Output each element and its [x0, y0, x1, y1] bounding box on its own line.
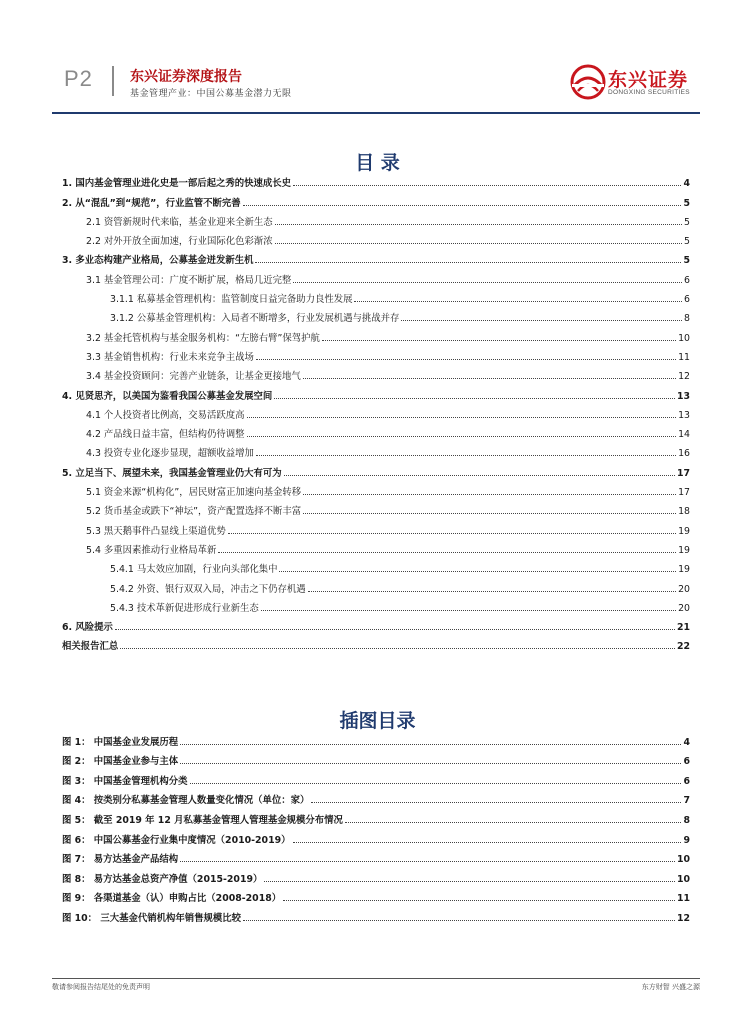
dot-leader: [284, 475, 675, 476]
dot-leader: [274, 398, 675, 399]
figure-entry-label: 图 6： 中国公募基金行业集中度情况（2010-2019）: [62, 834, 291, 846]
figure-entry-page: 9: [683, 834, 690, 846]
dot-leader: [243, 920, 675, 921]
figure-entry-label: 图 2： 中国基金业参与主体: [62, 756, 179, 768]
figure-entry-page: 6: [683, 756, 690, 768]
figure-entry-label: 图 7： 易方达基金产品结构: [62, 854, 179, 866]
dot-leader: [247, 436, 677, 437]
toc-entry-label: 2. 从“混乱”到“规范”，行业监管不断完善: [62, 197, 241, 209]
toc-entry-label: 3.1.2 公募基金管理机构：入局者不断增多，行业发展机遇与挑战并存: [110, 313, 400, 325]
logo-text-en: DONGXING SECURITIES: [608, 89, 690, 96]
dot-leader: [261, 610, 676, 611]
dot-leader: [293, 185, 681, 186]
toc-entry-page: 17: [678, 487, 690, 499]
toc-entry-label: 3.2 基金托管机构与基金服务机构：“左膀右臂”保驾护航: [86, 332, 320, 344]
toc-entry-label: 4. 见贤思齐，以美国为鉴看我国公募基金发展空间: [62, 390, 273, 402]
toc-entry[interactable]: [62, 440, 690, 459]
toc-entry-page: 21: [676, 622, 690, 634]
toc-entry-page: 16: [678, 448, 690, 460]
toc-entry-label: 5.4 多重因素推动行业格局革新: [86, 544, 217, 556]
figure-entry-page: 10: [676, 873, 690, 885]
dot-leader: [303, 378, 676, 379]
figure-entry-page: 11: [676, 893, 690, 905]
figure-entry-page: 10: [676, 854, 690, 866]
toc-entry-label: 3.1 基金管理公司：广度不断扩展，格局几近完整: [86, 274, 292, 286]
toc-entry-page: 14: [678, 429, 690, 441]
dot-leader: [279, 571, 676, 572]
toc-entry[interactable]: [62, 344, 690, 363]
figure-entry[interactable]: [62, 748, 690, 768]
toc-entry-page: 4: [683, 178, 690, 190]
figure-entry-page: 8: [683, 814, 690, 826]
dot-leader: [255, 262, 681, 263]
toc-entry[interactable]: [62, 479, 690, 498]
figure-entry-label: 图 4： 按类别分私募基金管理人数量变化情况（单位：家）: [62, 795, 310, 807]
toc-entry-page: 17: [676, 467, 690, 479]
toc-entry-page: 20: [678, 602, 690, 614]
toc-entry[interactable]: [62, 633, 690, 652]
toc-entry-page: 5: [683, 255, 690, 267]
toc-entry[interactable]: [62, 266, 690, 285]
dot-leader: [345, 822, 682, 823]
toc-entry-label: 5.4.2 外资、银行双双入局，冲击之下仍存机遇: [110, 583, 306, 595]
table-of-contents: [62, 170, 690, 652]
toc-entry[interactable]: [62, 537, 690, 556]
toc-entry-page: 6: [684, 294, 690, 306]
toc-entry-page: 20: [678, 583, 690, 595]
figure-entry-page: 4: [683, 736, 690, 748]
dot-leader: [401, 320, 682, 321]
dot-leader: [275, 243, 682, 244]
dot-leader: [293, 282, 682, 283]
toc-entry-page: 11: [678, 351, 690, 363]
company-logo: [570, 62, 694, 102]
toc-entry[interactable]: [62, 286, 690, 305]
figure-entry-label: 图 9： 各渠道基金（认）申购占比（2008-2018）: [62, 893, 282, 905]
toc-entry-page: 13: [678, 409, 690, 421]
figure-entry[interactable]: [62, 846, 690, 866]
toc-entry-label: 相关报告汇总: [62, 641, 119, 653]
figure-entry-label: 图 5： 截至 2019 年 12 月私募基金管理人管理基金规模分布情况: [62, 814, 343, 826]
page-header: [52, 62, 700, 112]
toc-entry-label: 4.2 产品线日益丰富，但结构仍待调整: [86, 429, 245, 441]
dot-leader: [243, 205, 682, 206]
toc-entry-page: 13: [676, 390, 690, 402]
dot-leader: [256, 359, 676, 360]
toc-entry[interactable]: [62, 614, 690, 633]
toc-entry-page: 6: [684, 274, 690, 286]
toc-entry-label: 4.3 投资专业化逐步显现，超额收益增加: [86, 448, 254, 460]
toc-entry[interactable]: [62, 402, 690, 421]
toc-entry[interactable]: [62, 556, 690, 575]
toc-entry-label: 2.1 资管新规时代来临，基金业迎来全新生态: [86, 216, 273, 228]
toc-entry[interactable]: [62, 459, 690, 478]
toc-entry-page: 19: [678, 544, 690, 556]
toc-entry-label: 2.2 对外开放全面加速，行业国际化色彩渐浓: [86, 236, 273, 248]
dot-leader: [180, 763, 681, 764]
figure-entry-page: 6: [683, 775, 690, 787]
dot-leader: [283, 900, 675, 901]
dot-leader: [322, 340, 676, 341]
toc-entry[interactable]: [62, 363, 690, 382]
dot-leader: [303, 513, 676, 514]
dot-leader: [303, 494, 676, 495]
toc-entry[interactable]: [62, 247, 690, 266]
dot-leader: [354, 301, 682, 302]
figure-entry[interactable]: [62, 885, 690, 905]
toc-entry-label: 1. 国内基金管理业进化史是一部后起之秀的快速成长史: [62, 178, 291, 190]
dot-leader: [180, 861, 675, 862]
figure-entry-label: 图 8： 易方达基金总资产净值（2015-2019）: [62, 873, 263, 885]
toc-entry-page: 19: [678, 564, 690, 576]
toc-entry-label: 3.1.1 私募基金管理机构：监管制度日益完备助力良性发展: [110, 294, 353, 306]
toc-entry[interactable]: [62, 421, 690, 440]
dot-leader: [247, 417, 677, 418]
toc-entry-page: 12: [678, 371, 690, 383]
dot-leader: [228, 533, 676, 534]
toc-entry-label: 5.4.1 马太效应加剧，行业向头部化集中: [110, 564, 278, 576]
dot-leader: [218, 552, 676, 553]
dot-leader: [180, 744, 681, 745]
figure-entry[interactable]: [62, 904, 690, 924]
header-divider: [112, 66, 114, 96]
dot-leader: [293, 842, 682, 843]
figure-entry[interactable]: [62, 728, 690, 748]
toc-entry[interactable]: [62, 595, 690, 614]
page-number: P2: [64, 66, 93, 91]
toc-entry[interactable]: [62, 382, 690, 401]
toc-entry[interactable]: [62, 498, 690, 517]
toc-entry[interactable]: [62, 209, 690, 228]
dot-leader: [115, 629, 675, 630]
toc-entry-page: 8: [684, 313, 690, 325]
logo-mark-icon: [570, 64, 606, 100]
toc-title: 目 录: [355, 152, 400, 174]
figure-entry[interactable]: [62, 767, 690, 787]
figure-entry-label: 图 3： 中国基金管理机构分类: [62, 775, 188, 787]
dot-leader: [120, 648, 675, 649]
toc-entry-page: 10: [678, 332, 690, 344]
dot-leader: [256, 455, 676, 456]
figure-entry[interactable]: [62, 865, 690, 885]
figure-entry-label: 图 10： 三大基金代销机构年销售规模比较: [62, 912, 241, 924]
toc-entry[interactable]: [62, 305, 690, 324]
footer-rule: [52, 978, 700, 979]
figures-title: 插图目录: [339, 710, 416, 732]
dot-leader: [190, 783, 682, 784]
toc-entry[interactable]: [62, 189, 690, 208]
toc-entry-page: 5: [683, 197, 690, 209]
report-title: 东兴证券深度报告: [130, 69, 242, 85]
figure-entry-page: 7: [683, 795, 690, 807]
toc-entry-label: 3. 多业态构建产业格局，公募基金迸发新生机: [62, 255, 254, 267]
toc-entry-label: 3.3 基金销售机构：行业未来竞争主战场: [86, 351, 254, 363]
figure-entry-label: 图 1： 中国基金业发展历程: [62, 736, 179, 748]
dot-leader: [264, 881, 675, 882]
toc-entry[interactable]: [62, 575, 690, 594]
figure-entry[interactable]: [62, 826, 690, 846]
footer-slogan: 东方财智 兴盛之源: [641, 983, 700, 991]
toc-entry-page: 5: [684, 236, 690, 248]
toc-entry-label: 3.4 基金投资顾问：完善产业链条，让基金更接地气: [86, 371, 301, 383]
toc-entry-label: 5.2 货币基金或跌下“神坛”，资产配置选择不断丰富: [86, 506, 302, 518]
toc-entry-page: 22: [676, 641, 690, 653]
toc-entry[interactable]: [62, 170, 690, 189]
toc-entry[interactable]: [62, 324, 690, 343]
dot-leader: [311, 802, 681, 803]
figure-entry-page: 12: [676, 912, 690, 924]
figure-entry[interactable]: [62, 787, 690, 807]
list-of-figures: [62, 728, 690, 924]
toc-entry-label: 5.4.3 技术革新促进形成行业新生态: [110, 602, 259, 614]
dot-leader: [275, 224, 682, 225]
report-subtitle: 基金管理产业：中国公募基金潜力无限: [130, 89, 292, 99]
toc-entry-label: 5.1 资金来源“机构化”，居民财富正加速向基金转移: [86, 487, 302, 499]
toc-entry-label: 4.1 个人投资者比例高，交易活跃度高: [86, 409, 245, 421]
toc-entry-page: 5: [684, 216, 690, 228]
dot-leader: [308, 591, 676, 592]
toc-entry[interactable]: [62, 517, 690, 536]
toc-entry[interactable]: [62, 228, 690, 247]
header-rule: [52, 112, 700, 114]
figure-entry[interactable]: [62, 806, 690, 826]
disclaimer-note: 敬请参阅报告结尾处的免责声明: [52, 983, 150, 991]
toc-entry-label: 6. 风险提示: [62, 622, 113, 634]
toc-entry-page: 19: [678, 525, 690, 537]
toc-entry-page: 18: [678, 506, 690, 518]
toc-entry-label: 5. 立足当下、展望未来，我国基金管理业仍大有可为: [62, 467, 282, 479]
toc-entry-label: 5.3 黑天鹅事件凸显线上渠道优势: [86, 525, 226, 537]
logo-text-cn: 东兴证券: [608, 69, 689, 91]
